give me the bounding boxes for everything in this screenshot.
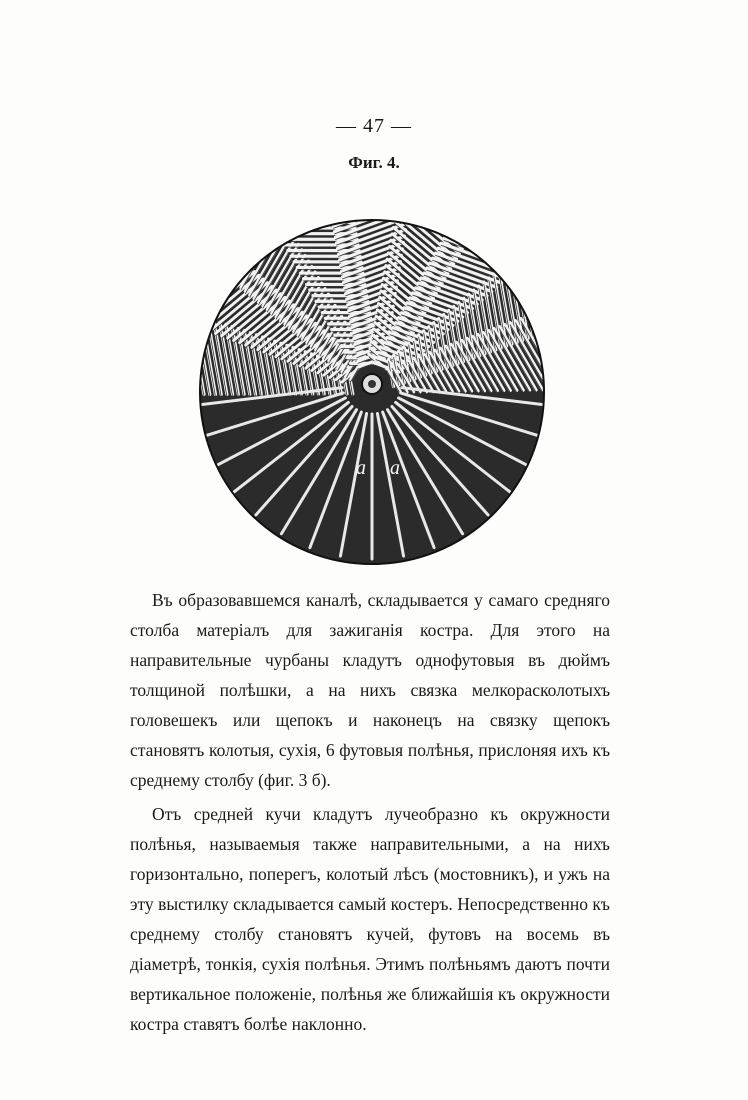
paragraph-1: Въ образовавшемся каналѣ, складывается у самаго средняго столба матеріалъ для зажиганія костра. Для этого на направительные чурбаны кладутъ однофутовыя въ дюймъ толщиной полѣшки, а на нихъ связка мелкорасколотыхъ головешекъ или щепокъ и наконецъ на связку щепокъ становятъ колотыя, сухія, 6 футовыя полѣнья, прислоняя ихъ къ среднему столбу (фиг. 3 б). <box>130 590 610 790</box>
figure-caption: Фиг. 4. <box>348 153 400 172</box>
figure-illustration <box>192 212 552 572</box>
paragraph-2: Отъ средней кучи кладутъ лучеобразно къ окружности полѣнья, называемыя также направительными, а на нихъ горизонтально, поперегъ, колотый лѣсъ (мостовникъ), и ужъ на эту выстилку складывается самый костеръ. Непосредственно къ среднему столбу становятъ кучей, футовъ на восемь въ діаметрѣ, тонкія, сухія полѣнья. Этимъ полѣньямъ даютъ почти вертикальное положеніе, полѣнья же ближайшія къ окружности костра ставятъ болѣе наклонно. <box>130 804 610 1034</box>
log-shade <box>192 314 204 397</box>
log-stroke <box>192 312 204 395</box>
page-number: — 47 — <box>336 115 412 137</box>
figure-label-left: a <box>356 457 366 479</box>
figure-label-right: a <box>390 457 400 479</box>
woodpile-engraving <box>192 212 552 572</box>
centre-pole-core <box>368 380 376 388</box>
body-text <box>130 585 610 1039</box>
